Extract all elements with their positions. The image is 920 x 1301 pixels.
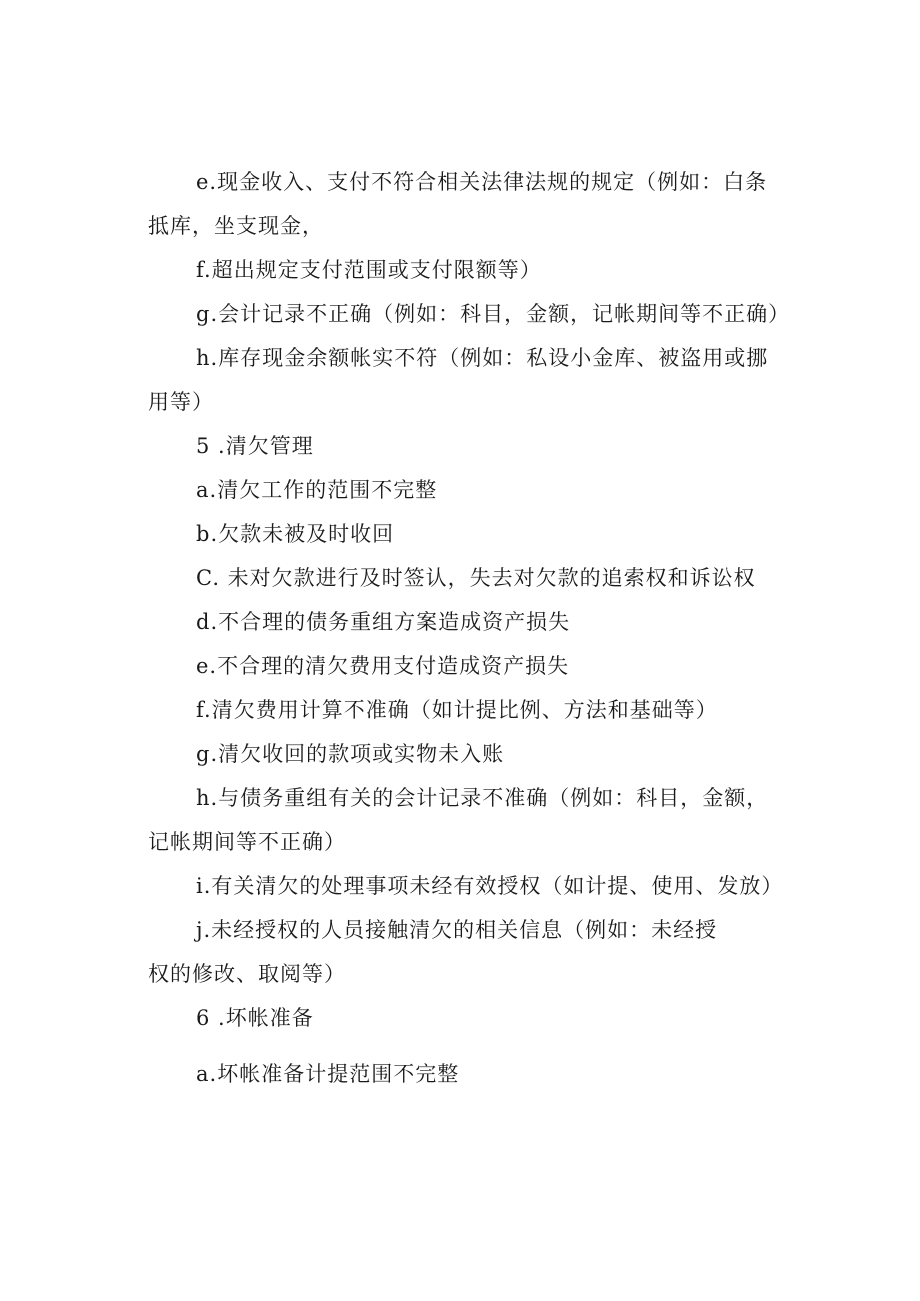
paragraph-line: 权的修改、取阅等） — [148, 962, 346, 986]
paragraph-line: e.现金收入、支付不符合相关法律法规的规定（例如：白条 — [196, 170, 768, 194]
section-heading: 5 .清欠管理 — [196, 434, 314, 458]
paragraph-line: b.欠款未被及时收回 — [196, 522, 395, 546]
paragraph-line: a.坏帐准备计提范围不完整 — [196, 1062, 460, 1086]
paragraph-line: C. 未对欠款进行及时签认，失去对欠款的追索权和诉讼权 — [196, 566, 756, 590]
paragraph-line: j.未经授权的人员接触清欠的相关信息（例如：未经授 — [196, 918, 718, 942]
section-heading: 6 .坏帐准备 — [196, 1006, 314, 1030]
paragraph-line: f.超出规定支付范围或支付限额等） — [196, 258, 542, 282]
document-body — [148, 160, 808, 1096]
paragraph-line: i.有关清欠的处理事项未经有效授权（如计提、使用、发放） — [196, 874, 784, 898]
paragraph-line: 用等） — [148, 390, 214, 414]
paragraph-line: h.与债务重组有关的会计记录不准确（例如：科目，金额， — [196, 786, 769, 810]
paragraph-line: 记帐期间等不正确） — [148, 830, 346, 854]
paragraph-line: d.不合理的债务重组方案造成资产损失 — [196, 610, 571, 634]
paragraph-line: 抵库，坐支现金， — [148, 214, 324, 238]
paragraph-line: e.不合理的清欠费用支付造成资产损失 — [196, 654, 570, 678]
paragraph-line: g.会计记录不正确（例如：科目，金额，记帐期间等不正确） — [196, 302, 791, 326]
paragraph-line: a.清欠工作的范围不完整 — [196, 478, 438, 502]
paragraph-line: f.清欠费用计算不准确（如计提比例、方法和基础等） — [196, 698, 718, 722]
paragraph-line: h.库存现金余额帐实不符（例如：私设小金库、被盗用或挪 — [196, 346, 769, 370]
paragraph-line: g.清欠收回的款项或实物未入账 — [196, 742, 505, 766]
